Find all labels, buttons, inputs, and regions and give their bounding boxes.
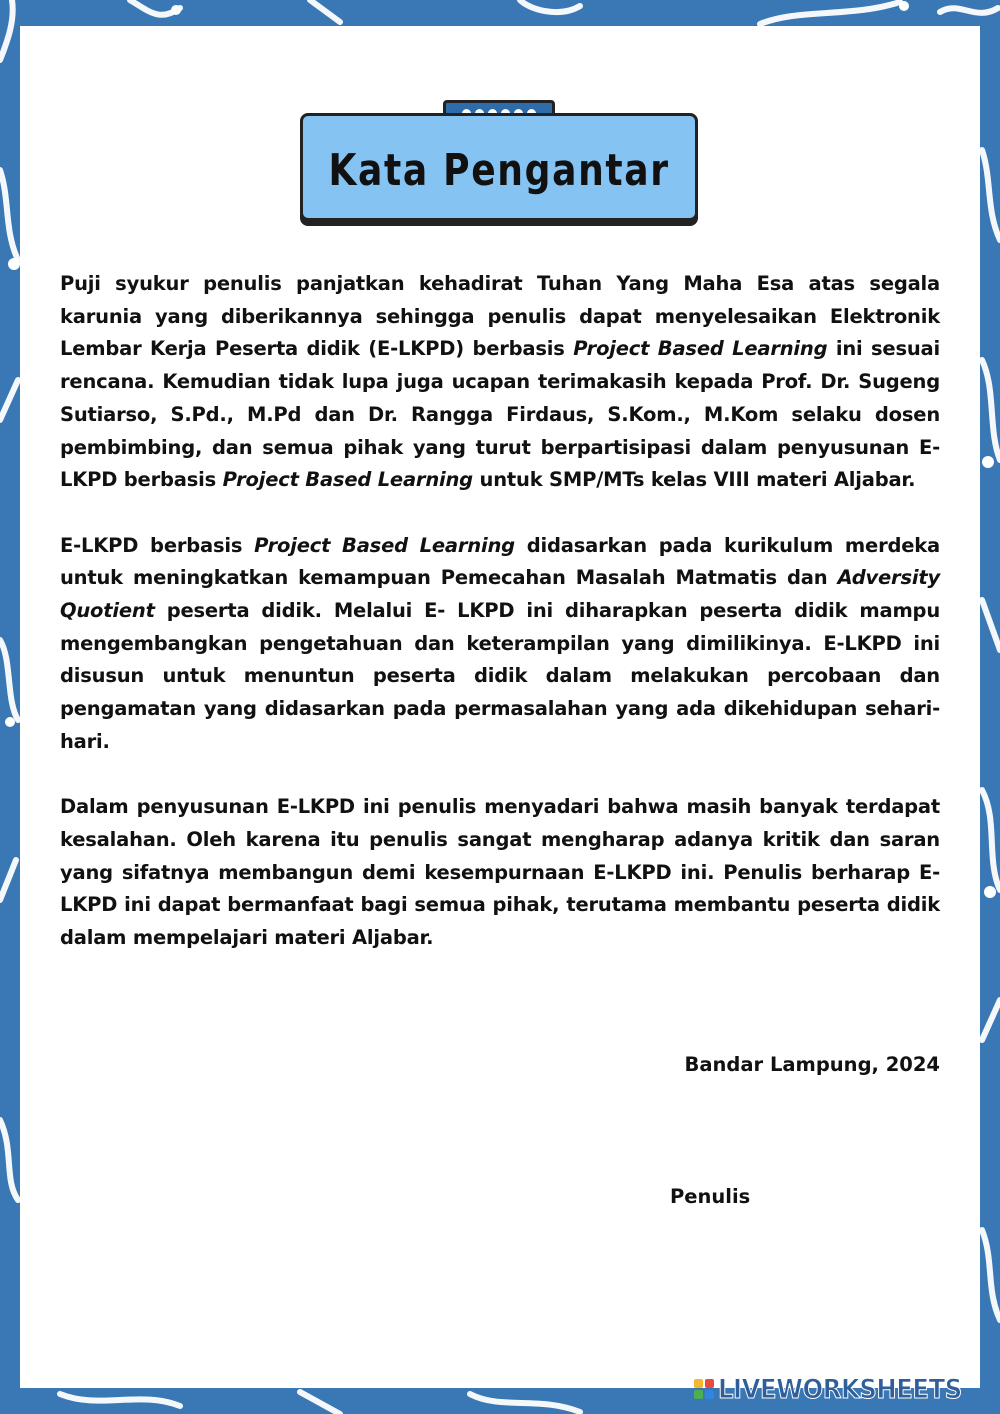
liveworksheets-logo-icon <box>694 1379 714 1399</box>
signature-role: Penulis <box>670 1185 751 1208</box>
page-title: Kata Pengantar <box>328 144 670 196</box>
title-banner <box>300 100 700 226</box>
paragraph-segment: untuk SMP/MTs kelas VIII materi Aljabar. <box>472 468 916 492</box>
logo-text: LIVEWORKSHEETS <box>718 1373 962 1405</box>
paragraph-segment-italic: Project Based Learning <box>222 468 473 492</box>
title-box <box>300 113 698 221</box>
paragraph-segment-italic: Project Based Learning <box>573 337 828 361</box>
paragraph-segment: peserta didik. Melalui E- LKPD ini diharapkan peserta didik mampu mengembangkan pengetahuan dan keterampilan yang dimilikinya. E-LKPD ini disusun untuk menuntun peserta didik dalam melakukan percobaan dan pengamatan yang didasarkan pada permasalahan yang ada dikehidupan sehari-hari. <box>60 599 940 753</box>
paragraph-segment: didasarkan pada kurikulum merdeka untuk meningkatkan kemampuan Pemecahan Masalah Matmatis dan <box>60 533 940 590</box>
body-text <box>60 268 940 987</box>
paragraph-2 <box>60 530 940 759</box>
paragraph-segment-italic: Project Based Learning <box>254 533 515 557</box>
paragraph-segment: E-LKPD berbasis <box>60 533 255 557</box>
liveworksheets-logo[interactable] <box>694 1373 989 1405</box>
paragraph-segment: ini sesuai rencana. Kemudian tidak lupa juga ucapan terimakasih kepada Prof. Dr. Sugeng Sutiarso, S.Pd., M.Pd dan Dr. Rangga Firdaus, S.Kom., M.Kom selaku dosen pembimbing, dan semua pihak yang turut berpartisipasi dalam penyusunan E-LKPD berbasis <box>60 337 940 492</box>
signature-place-date: Bandar Lampung, 2024 <box>684 1053 940 1076</box>
paragraph-3 <box>60 791 940 955</box>
paragraph-1 <box>60 268 940 497</box>
paragraph-segment-italic: Adversity Quotient <box>60 566 940 623</box>
paragraph-segment: Dalam penyusunan E-LKPD ini penulis menyadari bahwa masih banyak terdapat kesalahan. Oleh karena itu penulis sangat mengharap adanya kritik dan saran yang sifatnya membangun demi kesempurnaan E-LKPD ini. Penulis berharap E-LKPD ini dapat bermanfaat bagi semua pihak, terutama membantu peserta didik dalam mempelajari materi Aljabar. <box>60 795 940 950</box>
paragraph-segment: Puji syukur penulis panjatkan kehadirat Tuhan Yang Maha Esa atas segala karunia yang diberikannya sehingga penulis dapat menyelesaikan Elektronik Lembar Kerja Peserta didik (E-LKPD) berbasis <box>60 272 940 361</box>
